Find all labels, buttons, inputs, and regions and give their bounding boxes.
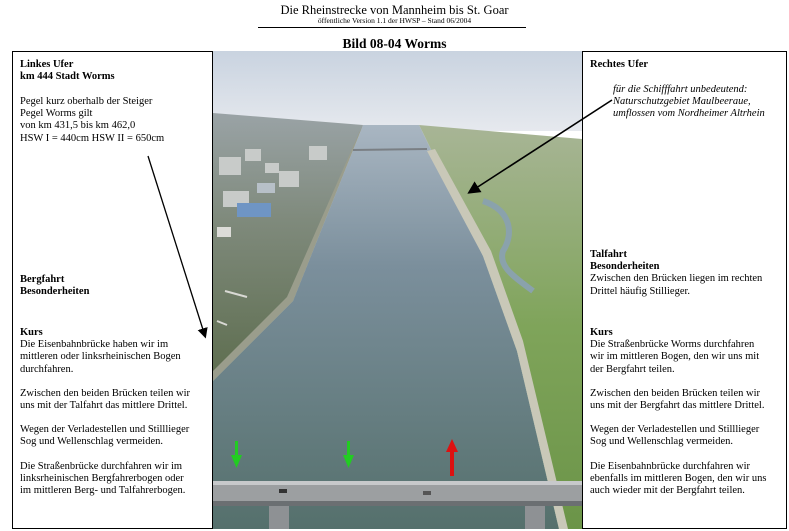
course-line: der Bergfahrt teilen. — [590, 363, 675, 375]
document-version: öffentliche Version 1.1 der HWSP – Stand 06/2004 — [317, 16, 472, 25]
course-line: Die Straßenbrücke durchfahren wir im — [20, 460, 183, 472]
course-line: Sog und Wellenschlag vermeiden. — [590, 436, 734, 448]
upstream-subheading: Besonderheiten — [20, 286, 90, 298]
course-line: Die Eisenbahnbrücke haben wir im — [20, 339, 169, 351]
course-line: Die Eisenbahnbrücke durchfahren wir — [590, 460, 751, 472]
river-illustration — [213, 51, 582, 529]
right-course-heading: Kurs — [590, 327, 613, 338]
left-bank-header — [20, 59, 208, 83]
course-line: Wegen der Verladestellen und Stilllieger — [590, 424, 760, 436]
course-line: ebenfalls im mittleren Bogen, den wir uns — [590, 472, 767, 484]
gauge-line: HSW I = 440cm HSW II = 650cm — [20, 132, 165, 144]
header-divider — [258, 27, 526, 28]
railway-bridge — [353, 149, 427, 150]
car — [423, 491, 431, 495]
right-bank-header — [590, 59, 782, 71]
left-course-heading: Kurs — [20, 327, 43, 338]
course-line: im mittleren Berg- und Talfahrerbogen. — [20, 485, 186, 497]
course-line: linksrheinischen Bergfahrerbogen oder — [20, 472, 184, 484]
note-line: umflossen vom Nordheimer Altrhein — [613, 108, 765, 120]
car — [279, 489, 287, 493]
downstream-text: Drittel häufig Stillieger. — [590, 285, 691, 297]
left-bank-panel — [12, 51, 213, 529]
downstream-section — [590, 249, 782, 298]
right-bank-panel — [582, 51, 787, 529]
left-bank-km: km 444 Stadt Worms — [20, 71, 115, 83]
course-line: mittleren oder linksrheinischen Bogen — [20, 351, 181, 363]
note-line: für die Schifffahrt unbedeutend: — [613, 84, 748, 95]
downstream-subheading: Besonderheiten — [590, 261, 660, 273]
upstream-heading: Bergfahrt — [20, 274, 65, 285]
note-line: Naturschutzgebiet Maulbeeraue, — [613, 96, 751, 108]
course-line: uns mit der Talfahrt das mittlere Drittel. — [20, 400, 188, 412]
gauge-line: Pegel kurz oberhalb der Steiger — [20, 96, 153, 107]
document-title: Die Rheinstrecke von Mannheim bis St. Goar — [280, 3, 509, 17]
nature-reserve-note — [613, 84, 782, 121]
downstream-text: Zwischen den Brücken liegen im rechten — [590, 273, 763, 285]
course-line: Die Straßenbrücke Worms durchfahren — [590, 339, 755, 351]
course-line: Zwischen den beiden Brücken teilen wir — [20, 387, 190, 399]
figure-title: Bild 08-04 Worms — [342, 36, 447, 51]
right-course-section — [590, 327, 782, 497]
course-line: wir im mittleren Bogen, den wir uns mit — [590, 351, 760, 363]
right-bank-heading: Rechtes Ufer — [590, 59, 649, 70]
course-line: auch wieder mit der Bergfahrt teilen. — [590, 485, 745, 497]
course-line: Zwischen den beiden Brücken teilen wir — [590, 387, 760, 399]
course-line: Wegen der Verladestellen und Stilllieger — [20, 424, 190, 436]
bridge-pier — [525, 506, 545, 529]
downstream-heading: Talfahrt — [590, 249, 627, 260]
upstream-section — [20, 274, 208, 298]
aerial-photo-worms — [213, 51, 582, 529]
course-line: uns mit der Bergfahrt das mittlere Drittel. — [590, 400, 765, 412]
bridge-pier — [269, 506, 289, 529]
gauge-info — [20, 96, 208, 145]
gauge-line: von km 431,5 bis km 462,0 — [20, 120, 136, 132]
course-line: Sog und Wellenschlag vermeiden. — [20, 436, 164, 448]
gauge-line: Pegel Worms gilt — [20, 108, 93, 120]
left-course-section — [20, 327, 208, 497]
course-line: durchfahren. — [20, 363, 74, 375]
left-bank-heading: Linkes Ufer — [20, 59, 74, 70]
